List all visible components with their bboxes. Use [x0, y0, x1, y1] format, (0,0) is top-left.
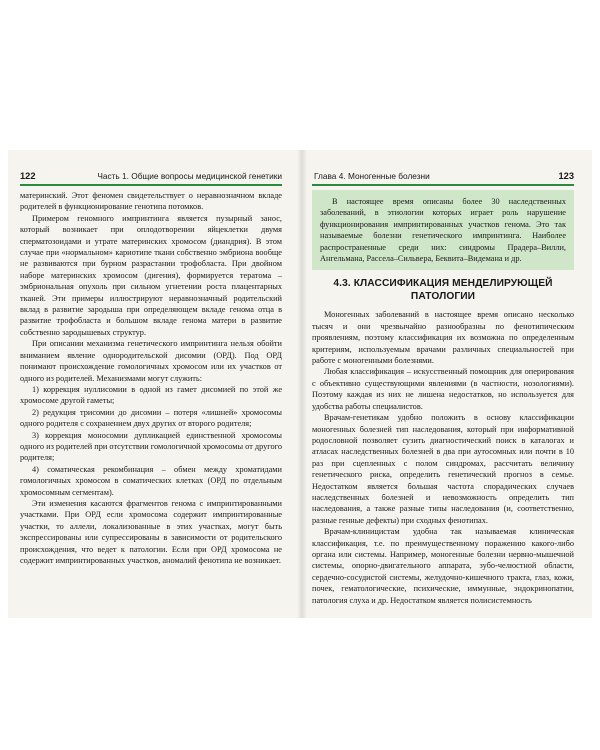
highlight-box — [312, 190, 574, 270]
right-page — [312, 170, 574, 606]
page-number: 122 — [20, 171, 36, 181]
paragraph: При описании механизма генетического импринтинга нельзя обойти вниманием явление однородительской дисомии (ОРД). Под ОРД понимают происхождение гомологичных хромосом или их участков от одного из родителей. Механизмами могут служить: — [20, 339, 282, 383]
list-item: 2) редукция трисомии до дисомии – потеря «лишней» хромосомы одного родителя с сохранением двух других от второго родителя; — [20, 407, 282, 429]
paragraph: Врачам-клиницистам удобна так называемая клиническая классификация, т.е. по преимущественному поражению какого-либо органа или системы. Например, моногенные болезни нервно-мышечной системы, опорно-двигательного аппарата, зубо-челюстной области, сердечно-сосудистой системы, желудочно-кишечного тракта, глаз, кожи, почек, гематологические, психические, иммунные, эндокринопатии, патология слуха и др. Недостатком является полисистемность — [312, 527, 574, 605]
paragraph: Эти изменения касаются фрагментов генома с импринтированными участками. При ОРД если хромосома содержит импринтированные участки, то аллели, локализованные в этих участках, могут быть экспрессированы или супрессированы в зависимости от родительского происхождения, что ведет к патологии. Если при ОРД хромосома не содержит импринтированных участков, аномалий фенотипа не возникает. — [20, 498, 282, 565]
highlight-paragraph: В настоящее время описаны более 30 наследственных заболеваний, в этиологии которых играет роль нарушение функционирования импринтированных участков генома. Это так называемые болезни генетического импринтинга. Наиболее распространенные среди них: синдромы Прадера–Вилли, Ангельмана, Рассела–Сильвера, Беквита–Видемана и др. — [320, 197, 566, 264]
book-spread — [8, 150, 592, 618]
list-item: 3) коррекция моносомии дупликацией единственной хромосомы одного из родителей при отсутствии гомологичной хромосомы от другого родителя; — [20, 430, 282, 463]
section-heading: 4.3. КЛАССИФИКАЦИЯ МЕНДЕЛИРУЮЩЕЙ ПАТОЛОГИИ — [333, 278, 553, 302]
book-spine — [297, 150, 307, 618]
list-item: 1) коррекция нуллисомии в одной из гамет дисомией по этой же хромосоме другой гаметы; — [20, 384, 282, 406]
running-title: Глава 4. Моногенные болезни — [314, 171, 430, 181]
paragraph: Примером геномного импринтинга является пузырный занос, который возникает при оплодотворении яйцеклетки двумя сперматозоидами и утрате материнских хромосом (диандрия). В этом случае при «нормальном» кариотипе ткани собственно эмбриона вообще не развиваются при бурном разрастании трофобласта. При двойном наборе материнских хромосом (дигения), формируется тератома – эмбриональная опухоль при сильном угнетении роста плацентарных тканей. Эти примеры иллюстрируют неравнозначный родительский вклад в развитие зародыша при определяющем вкладе генома отца в развитие трофобласта и большом вкладе генома матери в развитие собственно зародышевых структур. — [20, 213, 282, 337]
right-page-header — [312, 170, 574, 186]
page-number: 123 — [558, 171, 574, 181]
paragraph: материнский. Этот феномен свидетельствует о неравнозначном вкладе родителей в функционирование генотипа потомков. — [20, 191, 282, 212]
left-page-header — [20, 170, 282, 186]
paragraph: Врачам-генетикам удобно положить в основу классификации моногенных болезней тип наследования, который при информативной родословной позволяет сузить диагностический поиск в каталогах и атласах наследственных болезней в два при аутосомных или почти в 10 раз при сцепленных с полом синдромах, рассчитать величину генетического риска, определить генетический прогноз в семье. Недостатком является большая частота спорадических случаев наследственных болезней и невозможность определить тип наследования, а также разные типы наследования (и, соответственно, разные генные дефекты) при сходных фенотипах. — [312, 413, 574, 525]
paragraph: Любая классификация – искусственный помощник для оперирования с объективно существующими явлениями (в частности, нозологиями). Поэтому каждая из них не лишена недостатков, но используется для удобства работы специалистов. — [312, 367, 574, 411]
list-item: 4) соматическая рекомбинация – обмен между хроматидами гомологичных хромосом в соматических клетках (ОРД по отдельным хромосомным сегментам). — [20, 464, 282, 497]
left-page — [20, 170, 282, 566]
paragraph: Моногенных заболеваний в настоящее время описано несколько тысяч и они чрезвычайно разнообразны по фенотипическим проявлениям, поэтому классификация их возможна по определенным критериям, используемым врачами различных специальностей при работе с моногенными болезнями. — [312, 310, 574, 366]
running-title: Часть 1. Общие вопросы медицинской генетики — [97, 171, 282, 181]
